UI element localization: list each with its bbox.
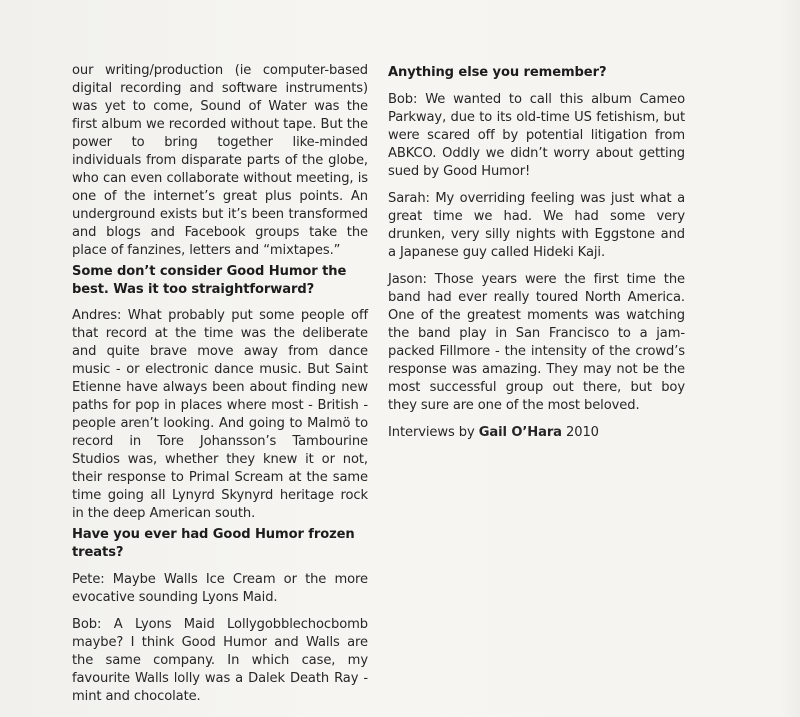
- page-edge-shadow: [780, 0, 800, 717]
- question-good-humor-best: Some don’t consider Good Humor the best. Was it too straightforward?: [72, 264, 347, 297]
- credit-name: Gail O’Hara: [478, 425, 562, 440]
- interview-credit: [388, 424, 685, 442]
- left-column: [72, 62, 368, 715]
- credit-year: 2010: [561, 425, 599, 440]
- answer-pete: Pete: Maybe Walls Ice Cream or the more evocative sounding Lyons Maid.: [72, 572, 368, 605]
- answer-jason: Jason: Those years were the first time the band had ever really toured North America. One of the greatest moments was watching the band play in San Francisco to a jam-packed Fillmore - the intensity of the crowd’s response was amazing. They may not be the most successful group out there, but boy they sure are one of the most beloved.: [388, 272, 685, 413]
- answer-andres: Andres: What probably put some people off that record at the time was the deliberate and quite brave move away from dance music - or electronic dance music. But Saint Etienne have always been about finding new paths for pop in places where most - British - people aren’t looking. And going to Malmö to record in Tore Johansson’s Tambourine Studios was, whether they knew it or not, their response to Primal Scream at the same time going all Lynyrd Skynyrd heritage rock in the deep American south.: [72, 308, 368, 521]
- answer-sarah: Sarah: My overriding feeling was just what a great time we had. We had some very drunken, very silly nights with Eggstone and a Japanese guy called Hideki Kaji.: [388, 191, 685, 260]
- answer-bob-lolly: Bob: A Lyons Maid Lollygobblechocbomb maybe? I think Good Humor and Walls are the same company. In which case, my favourite Walls lolly was a Dalek Death Ray - mint and chocolate.: [72, 617, 368, 704]
- paragraph-intro: our writing/production (ie computer-based digital recording and software instruments) was yet to come, Sound of Water was the first album we recorded without tape. But the power to bring together like-minded individuals from disparate parts of the globe, who can even collaborate without meeting, is one of the internet’s great plus points. An underground exists but it’s been transformed and blogs and Facebook groups take the place of fanzines, letters and “mixtapes.”: [72, 63, 368, 258]
- credit-prefix: Interviews by: [388, 425, 479, 440]
- right-column: [388, 64, 685, 451]
- answer-bob-cameo: Bob: We wanted to call this album Cameo Parkway, due to its old-time US fetishism, but were scared off by potential litigation from ABKCO. Oddly we didn’t worry about getting sued by Good Humor!: [388, 92, 685, 179]
- question-frozen-treats: Have you ever had Good Humor frozen treats?: [72, 527, 355, 560]
- question-anything-else: Anything else you remember?: [388, 65, 607, 80]
